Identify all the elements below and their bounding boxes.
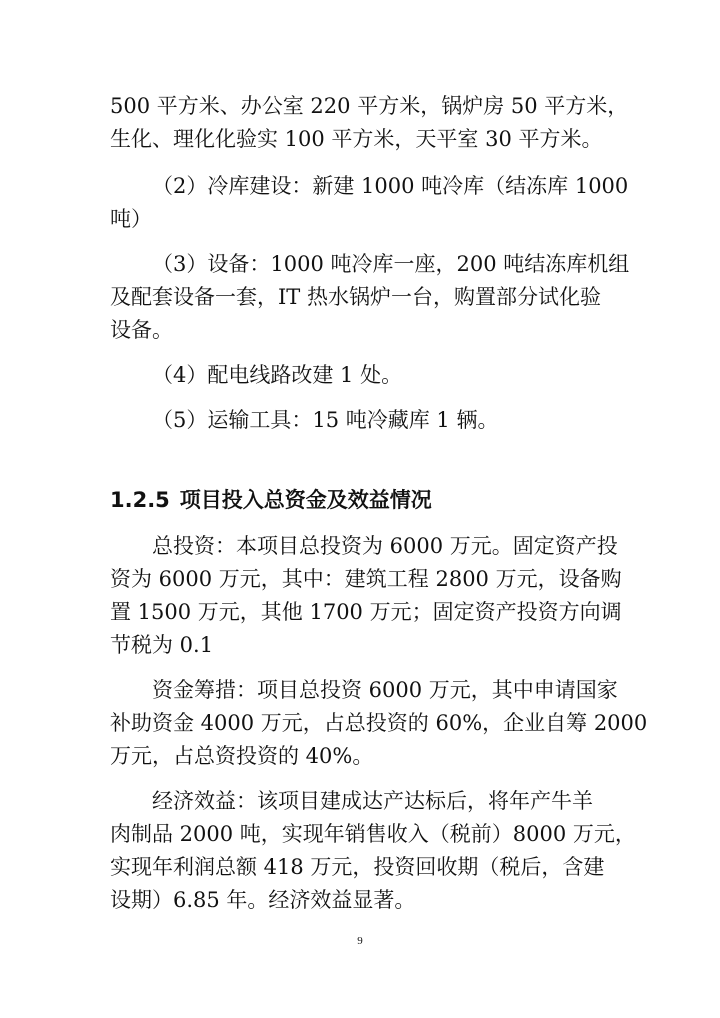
section-number: 1.2.5 [110,488,170,512]
paragraph-line: 资金筹措：项目总投资 6000 万元，其中申请国家 [152,678,618,702]
paragraph-line: 置 1500 万元，其他 1700 万元；固定资产投资方向调 [110,600,622,624]
page-number: 9 [357,935,363,947]
list-item: （2）冷库建设：新建 1000 吨冷库（结冻库 1000 [152,174,629,198]
paragraph-line: 万元，占总资投资的 40%。 [110,744,374,768]
paragraph-line: 设期）6.85 年。经济效益显著。 [110,888,416,912]
paragraph-line: 总投资：本项目总投资为 6000 万元。固定资产投 [152,534,618,558]
section-title: 项目投入总资金及效益情况 [179,488,432,512]
text-line: 吨） [110,207,152,231]
text-line: 设备。 [110,318,173,342]
text-line: 及配套设备一套，IT 热水锅炉一台，购置部分试化验 [110,285,601,309]
list-item: （3）设备：1000 吨冷库一座，200 吨结冻库机组 [152,252,630,276]
text-line: 生化、理化化验实 100 平方米，天平室 30 平方米。 [110,127,603,151]
text-line: 500 平方米、办公室 220 平方米，锅炉房 50 平方米， [110,94,629,118]
list-item: （5）运输工具：15 吨冷藏库 1 辆。 [152,408,499,432]
paragraph-line: 节税为 0.1 [110,633,214,657]
paragraph-line: 补助资金 4000 万元，占总投资的 60%，企业自筹 2000 [110,711,648,735]
paragraph-line: 资为 6000 万元，其中：建筑工程 2800 万元，设备购 [110,567,622,591]
list-item: （4）配电线路改建 1 处。 [152,363,403,387]
paragraph-line: 经济效益：该项目建成达产达标后，将年产牛羊 [152,789,593,813]
paragraph-line: 肉制品 2000 吨，实现年销售收入（税前）8000 万元， [110,822,636,846]
paragraph-line: 实现年利润总额 418 万元，投资回收期（税后，含建 [110,855,605,879]
section-heading [110,486,432,514]
